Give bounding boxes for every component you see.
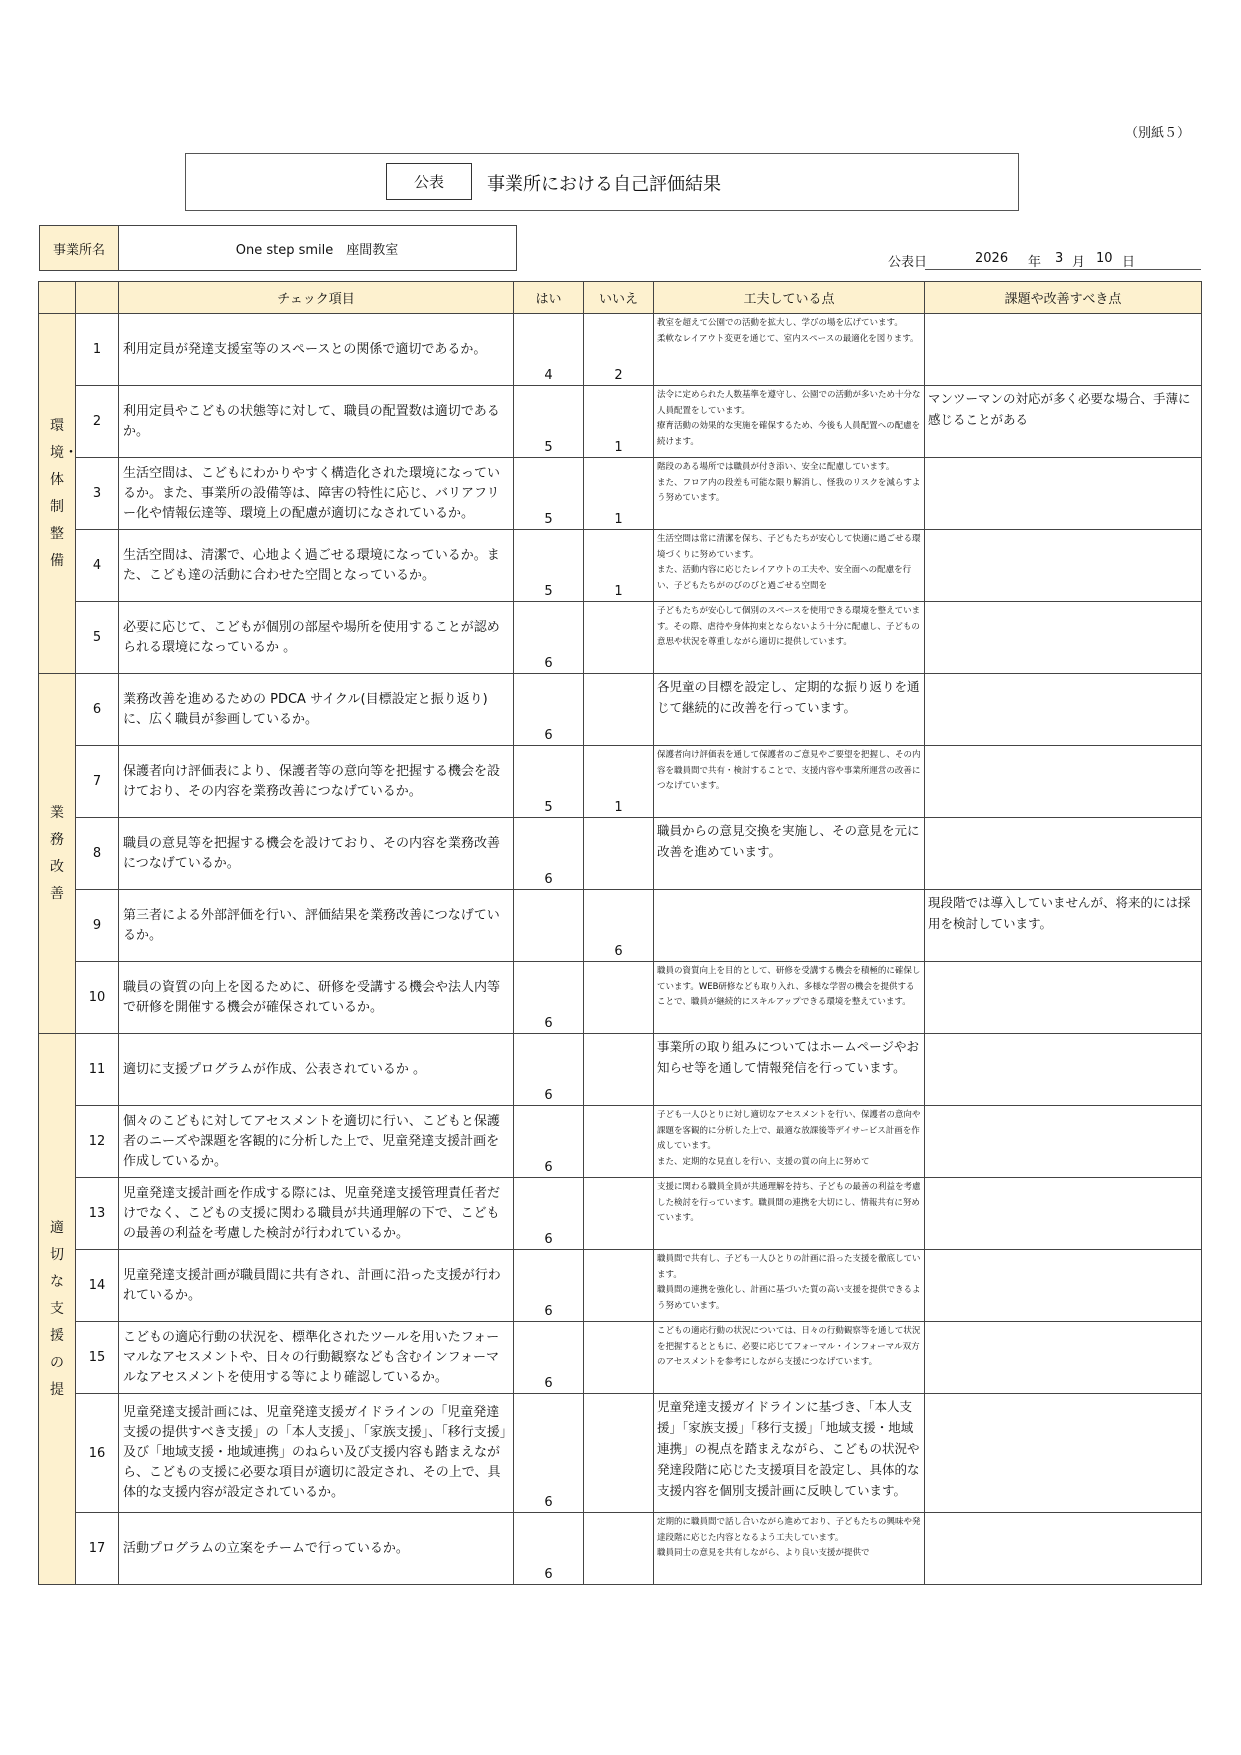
publication-month: 3 [1055, 251, 1064, 266]
kufu-cell [654, 1322, 925, 1394]
check-item-text: 職員の意見等を把握する機会を設けており、その内容を業務改善につなげているか。 [119, 818, 514, 890]
kadai-text [925, 530, 1202, 602]
yes-count: 5 [514, 746, 584, 818]
kufu-text: 各児童の目標を設定し、定期的な振り返りを通じて継続的に改善を行っています。 [657, 679, 920, 715]
table-header-row [39, 282, 1202, 314]
table-row [39, 674, 1202, 746]
yes-count: 6 [514, 962, 584, 1034]
table-row [39, 1178, 1202, 1250]
category-env [39, 314, 76, 674]
yes-count: 6 [514, 1178, 584, 1250]
no-count [584, 962, 654, 1034]
header-kufu: 工夫している点 [654, 282, 925, 314]
category-label: 環境・体制整備 [50, 417, 78, 569]
yes-count: 6 [514, 1034, 584, 1106]
kadai-text [925, 1513, 1202, 1585]
self-evaluation-table [38, 281, 1202, 1585]
table-row [39, 314, 1202, 386]
kadai-text [925, 962, 1202, 1034]
yes-count: 6 [514, 818, 584, 890]
no-count: 1 [584, 746, 654, 818]
table-row [39, 602, 1202, 674]
check-item-text: 児童発達支援計画には、児童発達支援ガイドラインの「児童発達支援の提供すべき支援」の「本人支援」、「家族支援」、「移行支援」及び「地域支援・地域連携」のねらい及び支援内容も踏まえながら、こどもの支援に必要な項目が適切に設定され、その上で、具体的な支援内容が設定されているか。 [119, 1394, 514, 1513]
kadai-text: マンツーマンの対応が多く必要な場合、手薄に感じることがある [925, 386, 1202, 458]
kufu-cell [654, 674, 925, 746]
header-no: いいえ [584, 282, 654, 314]
no-count [584, 1250, 654, 1322]
check-item-text: 生活空間は、こどもにわかりやすく構造化された環境になっているか。また、事業所の設備等は、障害の特性に応じ、バリアフリー化や情報伝達等、環境上の配慮が適切になされているか。 [119, 458, 514, 530]
check-item-text: 生活空間は、清潔で、心地よく過ごせる環境になっているか。また、こども達の活動に合わせた空間となっているか。 [119, 530, 514, 602]
table-row [39, 818, 1202, 890]
publication-date-label: 公表日 [888, 255, 928, 270]
header-category [39, 282, 76, 314]
kadai-text [925, 602, 1202, 674]
header-number [76, 282, 119, 314]
page-title: 事業所における自己評価結果 [487, 174, 721, 195]
no-count [584, 1322, 654, 1394]
table-row [39, 1106, 1202, 1178]
kadai-text [925, 1106, 1202, 1178]
kufu-text: 職員の資質向上を目的として、研修を受講する機会を積極的に確保しています。WEB研修なども取り入れ、多様な学習の機会を提供することで、職員が継続的にスキルアップできる環境を整えています。 [657, 966, 921, 1007]
no-count: 1 [584, 530, 654, 602]
no-count [584, 1513, 654, 1585]
row-number: 10 [76, 962, 119, 1034]
row-number: 13 [76, 1178, 119, 1250]
table-row [39, 746, 1202, 818]
row-number: 16 [76, 1394, 119, 1513]
no-count [584, 1106, 654, 1178]
yes-count: 6 [514, 1250, 584, 1322]
kadai-text: 現段階では導入していませんが、将来的には採用を検討しています。 [925, 890, 1202, 962]
kufu-cell [654, 1106, 925, 1178]
row-number: 3 [76, 458, 119, 530]
category-label: 業務改善 [50, 804, 64, 902]
no-count [584, 602, 654, 674]
kadai-text [925, 458, 1202, 530]
check-item-text: 保護者向け評価表により、保護者等の意向等を把握する機会を設けており、その内容を業務改善につなげているか。 [119, 746, 514, 818]
yes-count: 5 [514, 530, 584, 602]
check-item-text: 利用定員やこどもの状態等に対して、職員の配置数は適切であるか。 [119, 386, 514, 458]
check-item-text: 職員の資質の向上を図るために、研修を受講する機会や法人内等で研修を開催する機会が確保されているか。 [119, 962, 514, 1034]
table-row [39, 890, 1202, 962]
publication-date [925, 251, 1201, 270]
kadai-text [925, 314, 1202, 386]
table-row [39, 458, 1202, 530]
category-gyomu [39, 674, 76, 1034]
office-name-value: One step smile 座間教室 [118, 225, 517, 271]
kufu-text: こどもの適応行動の状況については、日々の行動観察等を通して状況を把握するとともに、必要に応じてフォーマル・インフォーマル双方のアセスメントを参考にしながら支援につなげています。 [657, 1326, 921, 1367]
no-count: 1 [584, 386, 654, 458]
check-item-text: 児童発達支援計画を作成する際には、児童発達支援管理責任者だけでなく、こどもの支援に関わる職員が共通理解の下で、こどもの最善の利益を考慮した検討が行われているか。 [119, 1178, 514, 1250]
kufu-cell [654, 962, 925, 1034]
row-number: 14 [76, 1250, 119, 1322]
kufu-cell [654, 530, 925, 602]
publication-day: 10 [1096, 251, 1113, 266]
kufu-cell [654, 314, 925, 386]
kadai-text [925, 818, 1202, 890]
row-number: 6 [76, 674, 119, 746]
yes-count: 6 [514, 1106, 584, 1178]
kufu-cell [654, 890, 925, 962]
kufu-cell [654, 1034, 925, 1106]
table-row [39, 1513, 1202, 1585]
kufu-text: 法令に定められた人数基準を遵守し、公園での活動が多いため十分な人員配置をしています。 療育活動の効果的な実施を確保するため、今後も人員配置への配慮を続けます。 [657, 390, 921, 447]
kufu-text: 児童発達支援ガイドラインに基づき、「本人支援」「家族支援」「移行支援」「地域支援・地域連携」の視点を踏まえながら、こどもの状況や発達段階に応じた支援項目を設定し、具体的な支援内容を個別支援計画に反映しています。 [657, 1399, 920, 1498]
kufu-cell [654, 602, 925, 674]
table-row [39, 962, 1202, 1034]
table-row [39, 1250, 1202, 1322]
check-item-text: 個々のこどもに対してアセスメントを適切に行い、こどもと保護者のニーズや課題を客観的に分析した上で、児童発達支援計画を作成しているか。 [119, 1106, 514, 1178]
kadai-text [925, 746, 1202, 818]
kufu-text: 定期的に職員間で話し合いながら進めており、子どもたちの興味や発達段階に応じた内容となるよう工夫しています。 職員同士の意見を共有しながら、より良い支援が提供で [657, 1517, 921, 1558]
check-item-text: 児童発達支援計画が職員間に共有され、計画に沿った支援が行われているか。 [119, 1250, 514, 1322]
no-count [584, 1034, 654, 1106]
kufu-cell [654, 1178, 925, 1250]
row-number: 2 [76, 386, 119, 458]
row-number: 9 [76, 890, 119, 962]
table-row [39, 1394, 1202, 1513]
yes-count: 6 [514, 1513, 584, 1585]
header-check-item: チェック項目 [119, 282, 514, 314]
kufu-text: 職員からの意見交換を実施し、その意見を元に改善を進めています。 [657, 823, 920, 859]
kadai-text [925, 1394, 1202, 1513]
row-number: 15 [76, 1322, 119, 1394]
header-yes: はい [514, 282, 584, 314]
kufu-text: 子ども一人ひとりに対し適切なアセスメントを行い、保護者の意向や課題を客観的に分析した上で、最適な放課後等デイサービス計画を作成しています。 また、定期的な見直しを行い、支援の質の向上に努めて [657, 1110, 921, 1167]
kadai-text [925, 1034, 1202, 1106]
yes-count: 4 [514, 314, 584, 386]
kufu-text: 支援に関わる職員全員が共通理解を持ち、子どもの最善の利益を考慮した検討を行っています。職員間の連携を大切にし、情報共有に努めています。 [657, 1182, 921, 1223]
yes-count: 6 [514, 674, 584, 746]
row-number: 11 [76, 1034, 119, 1106]
no-count [584, 1178, 654, 1250]
header-kadai: 課題や改善すべき点 [925, 282, 1202, 314]
table-row [39, 1322, 1202, 1394]
row-number: 7 [76, 746, 119, 818]
yes-count: 6 [514, 602, 584, 674]
table-row [39, 1034, 1202, 1106]
no-count: 6 [584, 890, 654, 962]
row-number: 17 [76, 1513, 119, 1585]
check-item-text: 適切に支援プログラムが作成、公表されているか 。 [119, 1034, 514, 1106]
yes-count [514, 890, 584, 962]
kufu-cell [654, 386, 925, 458]
kadai-text [925, 1178, 1202, 1250]
kufu-cell [654, 818, 925, 890]
yes-count: 5 [514, 386, 584, 458]
check-item-text: 業務改善を進めるための PDCA サイクル(目標設定と振り返り)に、広く職員が参画しているか。 [119, 674, 514, 746]
row-number: 5 [76, 602, 119, 674]
yes-count: 6 [514, 1322, 584, 1394]
table-row [39, 386, 1202, 458]
kufu-cell [654, 1394, 925, 1513]
row-number: 1 [76, 314, 119, 386]
no-count [584, 674, 654, 746]
kadai-text [925, 1322, 1202, 1394]
check-item-text: 活動プログラムの立案をチームで行っているか。 [119, 1513, 514, 1585]
kufu-text: 子どもたちが安心して個別のスペースを使用できる環境を整えています。その際、虐待や身体拘束とならないよう十分に配慮し、子どもの意思や状況を尊重しながら適切に提供しています。 [657, 606, 921, 647]
kufu-cell [654, 458, 925, 530]
office-name-label: 事業所名 [39, 225, 119, 271]
appendix-label: （別紙５） [1125, 126, 1191, 141]
publication-year: 2026 [975, 251, 1009, 266]
kadai-text [925, 674, 1202, 746]
row-number: 8 [76, 818, 119, 890]
kufu-cell [654, 746, 925, 818]
month-unit: 月 [1072, 255, 1086, 270]
kufu-text: 教室を超えて公園での活動を拡大し、学びの場を広げています。 柔軟なレイアウト変更を通じて、室内スペースの最適化を図ります。 [657, 318, 919, 344]
year-unit: 年 [1028, 255, 1042, 270]
no-count: 1 [584, 458, 654, 530]
check-item-text: こどもの適応行動の状況を、標準化されたツールを用いたフォーマルなアセスメントや、日々の行動観察なども含むインフォーマルなアセスメントを使用する等により確認しているか。 [119, 1322, 514, 1394]
kufu-text: 階段のある場所では職員が付き添い、安全に配慮しています。 また、フロア内の段差も可能な限り解消し、怪我のリスクを減らすよう努めています。 [657, 462, 921, 503]
category-label: 適切な支援の提 [50, 1219, 64, 1398]
kufu-text: 事業所の取り組みについてはホームページやお知らせ等を通して情報発信を行っています。 [657, 1039, 920, 1075]
row-number: 4 [76, 530, 119, 602]
check-item-text: 必要に応じて、こどもが個別の部屋や場所を使用することが認められる環境になっているか 。 [119, 602, 514, 674]
table-row [39, 530, 1202, 602]
kufu-cell [654, 1250, 925, 1322]
day-unit: 日 [1122, 255, 1136, 270]
yes-count: 5 [514, 458, 584, 530]
yes-count: 6 [514, 1394, 584, 1513]
no-count: 2 [584, 314, 654, 386]
check-item-text: 第三者による外部評価を行い、評価結果を業務改善につなげているか。 [119, 890, 514, 962]
kufu-text: 生活空間は常に清潔を保ち、子どもたちが安心して快適に過ごせる環境づくりに努めています。 また、活動内容に応じたレイアウトの工夫や、安全面への配慮を行い、子どもたちがのびのびと過ごせる空間を [657, 534, 921, 591]
publication-badge: 公表 [386, 163, 472, 200]
kufu-text: 職員間で共有し、子ども一人ひとりの計画に沿った支援を徹底しています。 職員間の連携を強化し、計画に基づいた質の高い支援を提供できるよう努めています。 [657, 1254, 921, 1311]
category-shien [39, 1034, 76, 1585]
kadai-text [925, 1250, 1202, 1322]
check-item-text: 利用定員が発達支援室等のスペースとの関係で適切であるか。 [119, 314, 514, 386]
no-count [584, 818, 654, 890]
kufu-cell [654, 1513, 925, 1585]
row-number: 12 [76, 1106, 119, 1178]
no-count [584, 1394, 654, 1513]
kufu-text: 保護者向け評価表を通して保護者のご意見やご要望を把握し、その内容を職員間で共有・検討することで、支援内容や事業所運営の改善につなげています。 [657, 750, 921, 791]
